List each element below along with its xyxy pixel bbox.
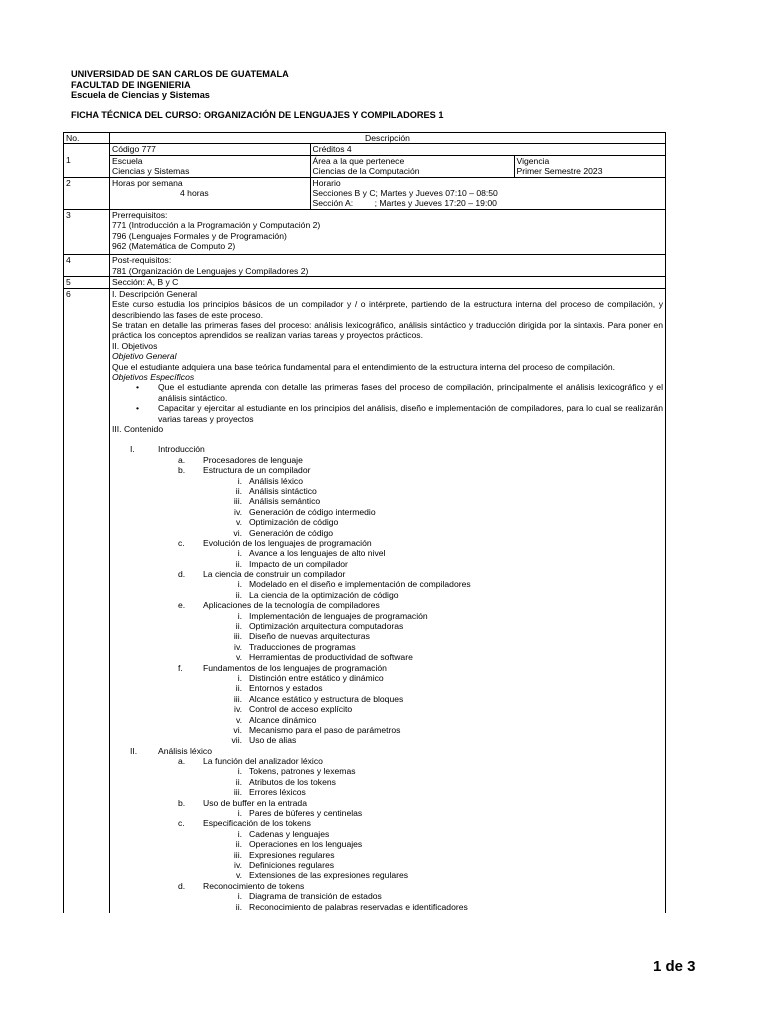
table-row-6	[64, 288, 666, 913]
outline-item	[112, 486, 663, 496]
outline-item-number: iii.	[233, 787, 242, 798]
outline-item-number: vi.	[233, 724, 242, 735]
course-credits: Créditos 4	[310, 144, 665, 154]
outline-item	[112, 444, 663, 454]
outline-item	[112, 829, 663, 839]
outline-item-text: Aplicaciones de la tecnología de compiladores	[203, 600, 380, 611]
outline-item-number: ii.	[235, 558, 242, 569]
outline-item-number: ii.	[235, 839, 242, 850]
outline-item-text: Análisis léxico	[158, 745, 212, 756]
content-outline	[112, 444, 663, 912]
outline-item-number: iv.	[234, 641, 242, 652]
outline-item	[112, 590, 663, 600]
list-item: • Capacitar y ejercitar al estudiante en los principios del análisis, diseño e implementación de compiladores, para lo cual se realizarán varias tareas y proyectos	[158, 403, 663, 424]
outline-item-text: Análisis léxico	[249, 475, 303, 486]
outline-item-number: i.	[237, 891, 242, 902]
description-heading: I. Descripción General	[112, 288, 198, 299]
code-row	[64, 144, 666, 155]
outline-item	[112, 642, 663, 652]
outline-item-text: Análisis sintáctico	[249, 485, 317, 496]
outline-item-number: iii.	[233, 631, 242, 642]
outline-item	[112, 870, 663, 880]
outline-item-number: v.	[235, 517, 242, 528]
specific-objectives-list	[112, 382, 663, 424]
outline-item-text: Herramientas de productividad de software	[249, 652, 413, 663]
outline-item	[112, 517, 663, 527]
table-row-2	[64, 177, 666, 209]
course-code: Código 777	[112, 144, 156, 155]
outline-item-text: La ciencia de la optimización de código	[249, 589, 399, 600]
outline-item-number: i.	[237, 766, 242, 777]
outline-item-number: iv.	[234, 506, 242, 517]
outline-item-text: Operaciones en los lenguajes	[249, 839, 363, 850]
outline-item-text: Alcance estático y estructura de bloques	[249, 693, 404, 704]
specific-objectives-label: Objetivos Específicos	[112, 371, 195, 382]
validity-value: Primer Semestre 2023	[516, 166, 603, 177]
outline-item	[112, 818, 663, 828]
prerequisite-item: 771 (Introducción a la Programación y Computación 2)	[112, 220, 321, 231]
outline-item-text: Entornos y estados	[249, 683, 323, 694]
outline-item	[112, 891, 663, 901]
validity-label: Vigencia	[516, 155, 550, 166]
outline-item	[112, 621, 663, 631]
outline-item-number: II.	[130, 745, 138, 756]
schedule-line-2: Sección A: ; Martes y Jueves 17:20 – 19:00	[312, 198, 497, 209]
outline-item-text: Control de acceso explícito	[249, 704, 353, 715]
outline-item-text: La ciencia de construir un compilador	[203, 569, 346, 580]
outline-item	[112, 496, 663, 506]
outline-item-number: v.	[235, 870, 242, 881]
outline-item	[112, 507, 663, 517]
area-value: Ciencias de la Computación	[312, 166, 420, 177]
outline-item-text: Diagrama de transición de estados	[249, 891, 382, 902]
outline-item	[112, 569, 663, 579]
outline-item-number: i.	[237, 548, 242, 559]
postrequisite-item: 781 (Organización de Lenguajes y Compiladores 2)	[112, 265, 309, 276]
outline-item-text: Análisis semántico	[249, 496, 321, 507]
outline-item	[112, 746, 663, 756]
school-name: Escuela de Ciencias y Sistemas	[71, 90, 210, 101]
outline-item	[112, 455, 663, 465]
outline-item-number: i.	[237, 672, 242, 683]
table-row-4	[64, 255, 666, 277]
schedule-line-1: Secciones B y C; Martes y Jueves 07:10 – 08:50	[312, 188, 498, 199]
outline-item-text: Expresiones regulares	[249, 849, 335, 860]
general-objective-label: Objetivo General	[112, 351, 177, 362]
outline-item-text: Traducciones de programas	[249, 641, 356, 652]
outline-item	[112, 715, 663, 725]
outline-item	[112, 756, 663, 766]
outline-item-text: Distinción entre estático y dinámico	[249, 672, 384, 683]
outline-item-text: Pares de búferes y centinelas	[249, 808, 363, 819]
outline-item-number: v.	[235, 714, 242, 725]
outline-item-text: Fundamentos de los lenguajes de programación	[203, 662, 387, 673]
sections-text: Sección: A, B y C	[110, 277, 666, 288]
schedule-label: Horario	[312, 177, 341, 188]
outline-item-number: iii.	[233, 496, 242, 507]
outline-item	[112, 766, 663, 776]
outline-item	[112, 600, 663, 610]
document-header	[71, 69, 289, 101]
school-value: Ciencias y Sistemas	[112, 166, 190, 177]
outline-item	[112, 683, 663, 693]
hours-label: Horas por semana	[112, 177, 183, 188]
outline-item-number: a.	[178, 756, 186, 767]
outline-item-text: Impacto de un compilador	[249, 558, 348, 569]
outline-item	[112, 902, 663, 912]
outline-item-number: d.	[178, 569, 186, 580]
outline-item-number: b.	[178, 465, 186, 476]
outline-item-text: Atributos de los tokens	[249, 776, 336, 787]
outline-item	[112, 704, 663, 714]
outline-item-number: iii.	[233, 693, 242, 704]
outline-item	[112, 808, 663, 818]
school-label: Escuela	[112, 155, 143, 166]
outline-item-text: Generación de código	[249, 527, 334, 538]
row-number: 2	[64, 177, 110, 209]
table-row-5	[64, 277, 666, 288]
outline-item-number: iv.	[234, 704, 242, 715]
outline-item-number: vi.	[233, 527, 242, 538]
outline-item-number: e.	[178, 600, 186, 611]
outline-item-number: a.	[178, 454, 186, 465]
outline-item-text: Diseño de nuevas arquitecturas	[249, 631, 370, 642]
course-title: FICHA TÉCNICA DEL CURSO: ORGANIZACIÓN DE LENGUAJES Y COMPILADORES 1	[71, 110, 444, 120]
page-number: 1 de 3	[653, 958, 696, 975]
row-number: 1	[64, 155, 110, 177]
description-paragraph-1: Este curso estudia los principios básicos de un compilador y / o intérprete, partiendo de la estructura interna del proceso de compilación, y describiendo las fases de este proceso.	[112, 299, 663, 320]
content-heading: III. Contenido	[112, 423, 164, 434]
description-paragraph-2: Se tratan en detalle las primeras fases del proceso: análisis lexicográfico, análisis sintáctico y traducción dirigida por la sintaxis. Para poner en práctica los conceptos aprendidos se realizan varias tareas y proyectos prácticos.	[112, 319, 663, 341]
outline-item	[112, 548, 663, 558]
outline-item	[112, 631, 663, 641]
table-row-1	[64, 155, 666, 177]
outline-item-number: ii.	[235, 776, 242, 787]
general-objective-text: Que el estudiante adquiera una base teórica fundamental para el entendimiento de la estructura interna del proceso de compilación.	[112, 361, 616, 372]
outline-item-text: Especificación de los tokens	[203, 818, 311, 829]
outline-item-text: Reconocimiento de tokens	[203, 880, 305, 891]
outline-item	[112, 579, 663, 589]
outline-item-number: vii.	[231, 735, 242, 746]
outline-item-text: Alcance dinámico	[249, 714, 317, 725]
table-header-row	[64, 133, 666, 144]
outline-item-text: Errores léxicos	[249, 787, 306, 798]
area-label: Área a la que pertenece	[312, 155, 405, 166]
outline-item	[112, 559, 663, 569]
outline-item	[112, 663, 663, 673]
university-name: UNIVERSIDAD DE SAN CARLOS DE GUATEMALA	[71, 69, 289, 79]
outline-item-number: ii.	[235, 589, 242, 600]
outline-item-number: c.	[178, 818, 185, 829]
outline-item-text: Optimización de código	[249, 517, 339, 528]
outline-item-text: Procesadores de lenguaje	[203, 454, 303, 465]
outline-item-number: v.	[235, 652, 242, 663]
objectives-heading: II. Objetivos	[112, 340, 158, 351]
outline-item-number: f.	[178, 662, 183, 673]
outline-item-number: i.	[237, 828, 242, 839]
outline-item	[112, 611, 663, 621]
outline-item	[112, 787, 663, 797]
postrequisites-label: Post-requisitos:	[112, 255, 172, 266]
outline-item	[112, 528, 663, 538]
outline-item-text: Estructura de un compilador	[203, 465, 311, 476]
outline-item-text: Uso de buffer en la entrada	[203, 797, 307, 808]
row-number: 3	[64, 209, 110, 255]
outline-item-number: i.	[237, 808, 242, 819]
row-number: 6	[64, 288, 110, 913]
outline-item	[112, 694, 663, 704]
outline-item	[112, 860, 663, 870]
outline-item-number: b.	[178, 797, 186, 808]
table-row-3	[64, 209, 666, 255]
outline-item	[112, 673, 663, 683]
outline-item-text: Modelado en el diseño e implementación de compiladores	[249, 579, 471, 590]
outline-item	[112, 881, 663, 891]
hours-value: 4 horas	[180, 188, 209, 199]
row-number: 4	[64, 255, 110, 277]
outline-item-number: ii.	[235, 621, 242, 632]
outline-item-number: d.	[178, 880, 186, 891]
outline-item-number: iv.	[234, 860, 242, 870]
col-desc-header: Descripción	[110, 133, 666, 144]
prerequisites-label: Prerrequisitos:	[112, 209, 168, 220]
outline-item	[112, 777, 663, 787]
outline-item	[112, 652, 663, 662]
col-no-header: No.	[64, 133, 110, 144]
outline-item-number: c.	[178, 537, 185, 548]
outline-item	[112, 839, 663, 849]
outline-item-text: Reconocimiento de palabras reservadas e identificadores	[249, 901, 468, 912]
prerequisite-item: 962 (Matemática de Computo 2)	[112, 241, 236, 252]
outline-item	[112, 725, 663, 735]
outline-item-text: Introducción	[158, 444, 205, 455]
outline-item-text: Evolución de los lenguajes de programación	[203, 537, 372, 548]
outline-item-number: i.	[237, 610, 242, 621]
outline-item	[112, 735, 663, 745]
outline-item-text: Generación de código intermedio	[249, 506, 376, 517]
outline-item-text: Optimización arquitectura computadoras	[249, 621, 404, 632]
outline-item-text: Cadenas y lenguajes	[249, 828, 330, 839]
outline-item	[112, 798, 663, 808]
outline-item-number: ii.	[235, 901, 242, 912]
outline-item-text: Avance a los lenguajes de alto nivel	[249, 548, 386, 559]
outline-item-number: ii.	[235, 485, 242, 496]
outline-item-text: Uso de alias	[249, 735, 297, 746]
outline-item-text: Implementación de lenguajes de programación	[249, 610, 428, 621]
outline-item-text: Tokens, patrones y lexemas	[249, 766, 356, 777]
outline-item-text: Definiciones regulares	[249, 860, 335, 870]
outline-item	[112, 465, 663, 475]
outline-item	[112, 850, 663, 860]
row-number: 5	[64, 277, 110, 288]
outline-item-number: ii.	[235, 683, 242, 694]
prerequisite-item: 796 (Lenguajes Formales y de Programación)	[112, 230, 287, 241]
outline-item-number: i.	[237, 475, 242, 486]
outline-item	[112, 476, 663, 486]
outline-item-number: i.	[237, 579, 242, 590]
outline-item-number: iii.	[233, 849, 242, 860]
faculty-name: FACULTAD DE INGENIERIA	[71, 79, 191, 90]
outline-item-text: Mecanismo para el paso de parámetros	[249, 724, 401, 735]
list-item: • Que el estudiante aprenda con detalle las primeras fases del proceso de compilación, principalmente el análisis lexicográfico y el análisis sintáctico.	[158, 382, 663, 403]
outline-item	[112, 538, 663, 548]
outline-item-text: La función del analizador léxico	[203, 756, 323, 767]
outline-item-number: I.	[130, 444, 135, 455]
outline-item-text: Extensiones de las expresiones regulares	[249, 870, 409, 881]
course-info-table	[63, 132, 666, 913]
